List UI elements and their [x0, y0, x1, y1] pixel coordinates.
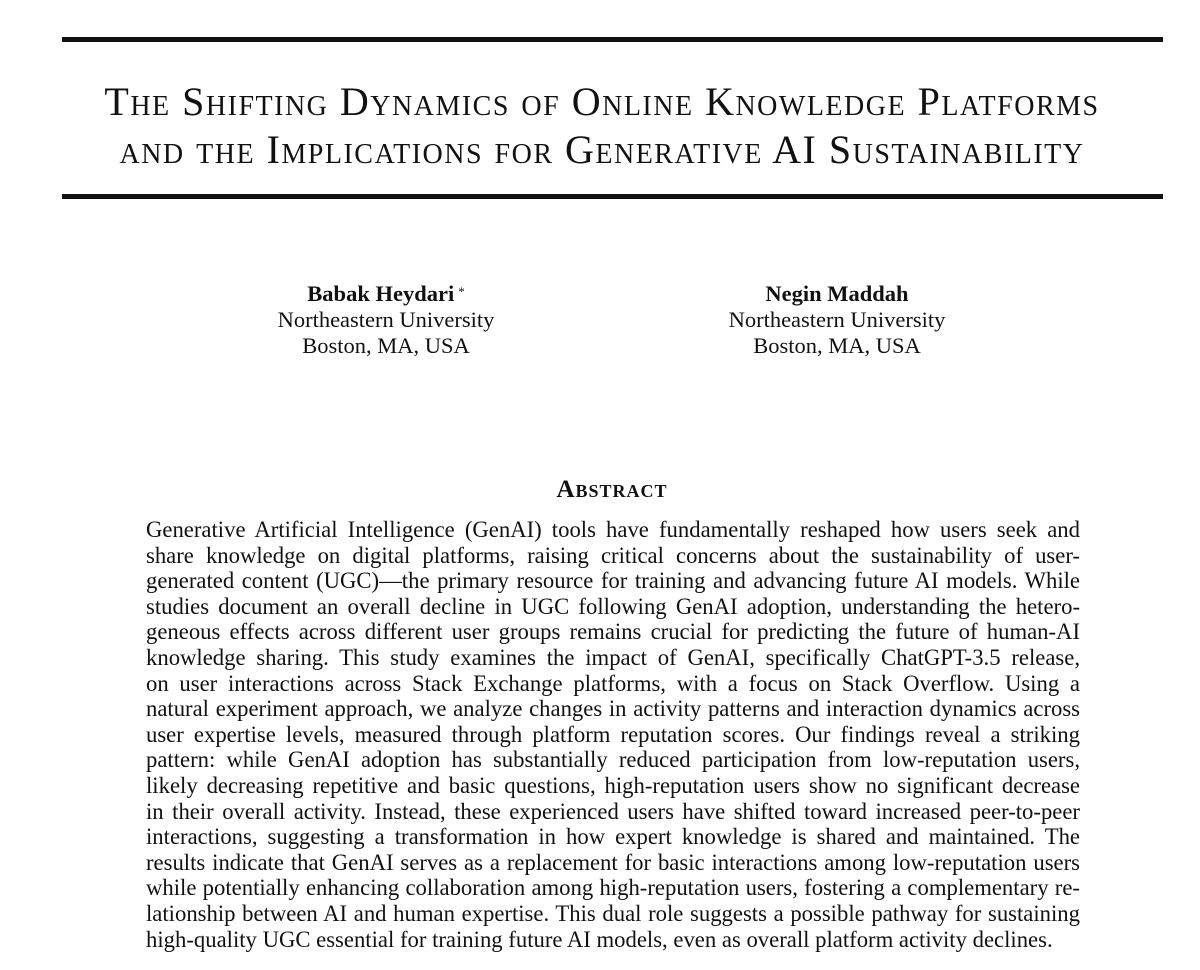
author-affiliation: Northeastern University: [277, 307, 495, 332]
abstract-line: results indicate that GenAI serves as a replacement for basic interactions among low-reputation users: [146, 849, 1080, 875]
abstract-line: studies document an overall decline in UGC following GenAI adoption, understanding the hetero-: [146, 593, 1080, 619]
abstract-line: on user interactions across Stack Exchange platforms, with a focus on Stack Overflow. Using a: [146, 670, 1080, 696]
abstract-line: Generative Artificial Intelligence (GenAI) tools have fundamentally reshaped how users seek and: [146, 517, 1080, 542]
author-name: Negin Maddah: [765, 281, 909, 306]
abstract-line: natural experiment approach, we analyze changes in activity patterns and interaction dynamics across: [146, 696, 1080, 722]
abstract-line: user expertise levels, measured through platform reputation scores. Our findings reveal a striking: [146, 721, 1080, 747]
abstract-text: [146, 517, 1080, 952]
author-affiliation: Northeastern University: [728, 307, 946, 332]
abstract-line: lationship between AI and human expertise. This dual role suggests a possible pathway for sustaining: [146, 900, 1080, 926]
abstract-line: generated content (UGC)—the primary resource for training and advancing future AI models. While: [146, 568, 1080, 594]
author-location: Boston, MA, USA: [753, 333, 921, 358]
author-2: [687, 281, 987, 359]
abstract-line: share knowledge on digital platforms, raising critical concerns about the sustainability of user-: [146, 542, 1080, 568]
abstract-line: knowledge sharing. This study examines the impact of GenAI, specifically ChatGPT-3.5 release,: [146, 644, 1080, 670]
abstract-line: pattern: while GenAI adoption has substantially reduced participation from low-reputation users,: [146, 747, 1080, 773]
paper-title: [40, 78, 1164, 174]
abstract-line: in their overall activity. Instead, these experienced users have shifted toward increased peer-to-peer: [146, 798, 1080, 824]
top-title-rule: [62, 37, 1163, 42]
bottom-title-rule: [62, 194, 1163, 199]
author-block: [0, 281, 1200, 371]
abstract-line: while potentially enhancing collaboration among high-reputation users, fostering a complementary re-: [146, 875, 1080, 901]
abstract-line: high-quality UGC essential for training future AI models, even as overall platform activity declines.: [146, 926, 1053, 952]
author-location: Boston, MA, USA: [302, 333, 470, 358]
author-name: Babak Heydari: [307, 281, 455, 306]
author-name-row: [687, 281, 987, 307]
author-name-row: [236, 281, 536, 307]
footnote-mark: *: [458, 284, 465, 299]
title-line: The Shifting Dynamics of Online Knowledge Platforms: [104, 79, 1100, 124]
title-line: and the Implications for Generative AI Sustainability: [119, 127, 1085, 172]
abstract-heading: Abstract: [556, 476, 668, 503]
author-1: [236, 281, 536, 359]
abstract-line: likely decreasing repetitive and basic questions, high-reputation users show no significant decrease: [146, 772, 1080, 798]
abstract-line: geneous effects across different user groups remains crucial for predicting the future of human-AI: [146, 619, 1080, 645]
abstract-line: interactions, suggesting a transformation in how expert knowledge is shared and maintained. The: [146, 824, 1080, 850]
